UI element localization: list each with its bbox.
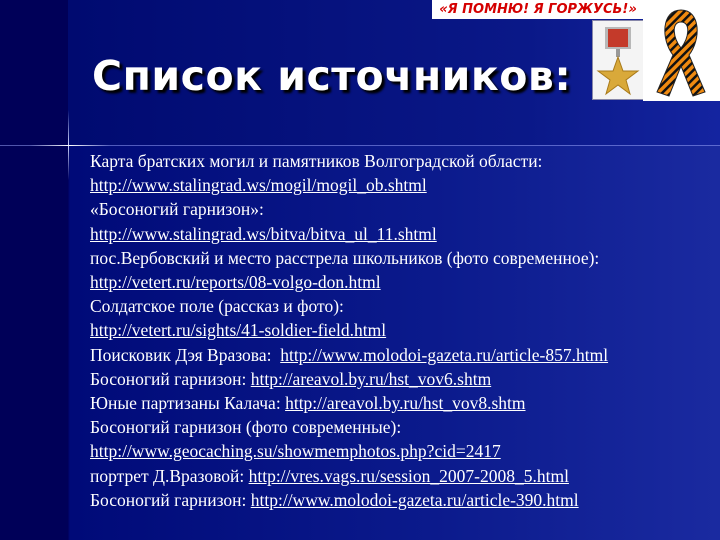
source-line	[90, 318, 608, 342]
source-link[interactable]: http://www.geocaching.su/showmemphotos.php?cid=2417	[90, 441, 501, 462]
st-george-ribbon-icon	[643, 0, 720, 101]
source-link[interactable]: http://areavol.by.ru/hst_vov8.shtm	[285, 393, 526, 414]
source-label: Босоногий гарнизон:	[90, 489, 251, 510]
slide-title: Список источников:	[92, 52, 572, 100]
source-line	[90, 173, 608, 197]
source-link[interactable]: http://areavol.by.ru/hst_vov6.shtm	[250, 368, 492, 389]
source-link[interactable]: http://www.molodoi-gazeta.ru/article-390.html	[250, 489, 579, 510]
source-line	[90, 367, 608, 391]
source-label: Поисковик Дэя Вразова:	[90, 344, 281, 365]
source-label: Босоногий гарнизон:	[90, 368, 251, 389]
source-link[interactable]: http://vres.vags.ru/session_2007-2008_5.html	[248, 465, 569, 486]
source-line	[90, 391, 608, 415]
sparkle-horizontal	[30, 145, 110, 146]
source-label: Юные партизаны Калача:	[90, 393, 286, 414]
source-line	[90, 464, 608, 488]
sources-list	[90, 149, 608, 512]
source-line	[90, 197, 608, 221]
source-line	[90, 439, 608, 463]
source-line	[90, 149, 608, 173]
source-link[interactable]: http://vetert.ru/reports/08-volgo-don.html	[90, 272, 381, 293]
source-line	[90, 294, 608, 318]
source-link[interactable]: http://www.molodoi-gazeta.ru/article-857.html	[280, 344, 609, 365]
source-line	[90, 415, 608, 439]
source-label: Солдатское поле (рассказ и фото):	[90, 296, 344, 317]
source-label: портрет Д.Вразовой:	[90, 465, 249, 486]
source-line	[90, 343, 608, 367]
source-line	[90, 246, 608, 270]
source-link[interactable]: http://www.stalingrad.ws/mogil/mogil_ob.shtml	[90, 175, 427, 196]
source-label: Босоногий гарнизон (фото современные):	[90, 417, 402, 438]
source-label: «Босоногий гарнизон»:	[90, 199, 264, 220]
source-line	[90, 270, 608, 294]
source-label: пос.Вербовский и место расстрела школьников (фото современное):	[90, 247, 600, 268]
slogan-banner: «Я ПОМНЮ! Я ГОРЖУСЬ!»	[432, 0, 644, 19]
left-band	[0, 0, 68, 540]
hero-star-medal-icon	[592, 20, 644, 100]
source-line	[90, 222, 608, 246]
source-link[interactable]: http://vetert.ru/sights/41-soldier-field.html	[90, 320, 387, 341]
source-link[interactable]: http://www.stalingrad.ws/bitva/bitva_ul_11.shtml	[90, 223, 437, 244]
source-label: Карта братских могил и памятников Волгоградской области:	[90, 151, 543, 171]
source-line	[90, 488, 608, 512]
